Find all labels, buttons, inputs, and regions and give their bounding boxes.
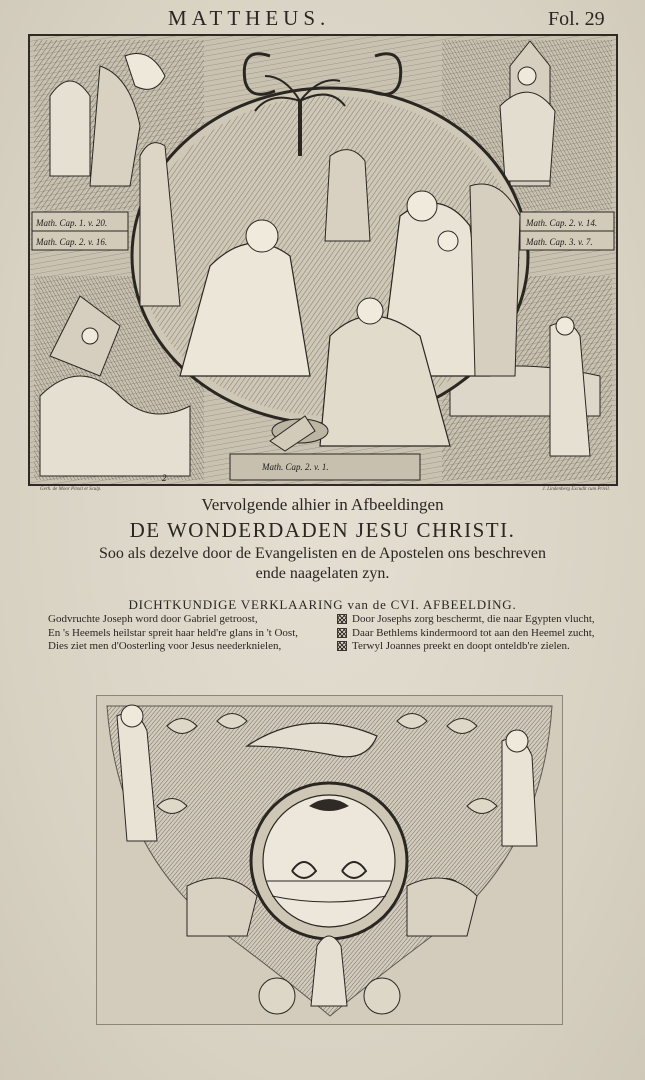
ref-left-upper: Math. Cap. 1. v. 20. bbox=[36, 218, 108, 228]
ornament-icon bbox=[337, 614, 347, 624]
verse-heading: DICHTKUNDIGE VERKLAARING van de CVI. AFBEELDING. bbox=[128, 597, 517, 612]
verse-line: Godvruchte Joseph word door Gabriel getroost, bbox=[48, 613, 258, 625]
folio-number: Fol. 29 bbox=[548, 8, 605, 30]
credit-publisher: J. Lindenberg Excudit cum Privil. bbox=[542, 487, 610, 492]
heading-block bbox=[0, 495, 645, 583]
subtitle-description-line-2: ende naagelaten zyn. bbox=[255, 565, 390, 582]
main-title: DE WONDERDADEN JESU CHRISTI. bbox=[129, 518, 516, 542]
ref-bottom: Math. Cap. 2. v. 1. bbox=[262, 462, 329, 472]
book-title: MATTHEUS. bbox=[168, 6, 331, 30]
engraving-plate bbox=[28, 34, 618, 486]
verse-right-column bbox=[352, 613, 612, 654]
plate-marker: 2 bbox=[162, 473, 167, 483]
running-head bbox=[0, 4, 645, 34]
engraving-illustration bbox=[30, 36, 616, 484]
verse-line: En 's Heemels heilstar spreit haar held're glans in 't Oost, bbox=[48, 626, 299, 639]
ornament-icon bbox=[337, 628, 347, 638]
verse-line: Daar Bethlems kindermoord tot aan den Heemel zucht, bbox=[352, 626, 595, 639]
ref-left-lower: Math. Cap. 2. v. 16. bbox=[36, 237, 108, 247]
vignette-illustration bbox=[97, 696, 562, 1024]
verse-line: Door Josephs zorg beschermt, die naar Egypten vlucht, bbox=[352, 613, 595, 625]
ornament-icon bbox=[337, 641, 347, 651]
verse-left-column bbox=[48, 613, 318, 654]
credit-artist: Gerh. de Moor Pinxit et Sculp. bbox=[40, 487, 102, 492]
verse-ornament-column bbox=[337, 614, 349, 655]
subtitle-line: Vervolgende alhier in Afbeeldingen bbox=[201, 495, 444, 514]
decorative-vignette bbox=[96, 695, 563, 1025]
verse-line: Terwyl Joannes preekt en doopt onteldb're zielen. bbox=[352, 640, 570, 652]
subtitle-description-line-1: Soo als dezelve door de Evangelisten en de Apostelen ons beschreven bbox=[99, 545, 546, 562]
ref-right-upper: Math. Cap. 2. v. 14. bbox=[526, 218, 598, 228]
verse-block bbox=[48, 613, 608, 657]
verse-line: Dies ziet men d'Oosterling voor Jesus neederknielen, bbox=[48, 640, 282, 652]
ref-right-lower: Math. Cap. 3. v. 7. bbox=[526, 237, 593, 247]
